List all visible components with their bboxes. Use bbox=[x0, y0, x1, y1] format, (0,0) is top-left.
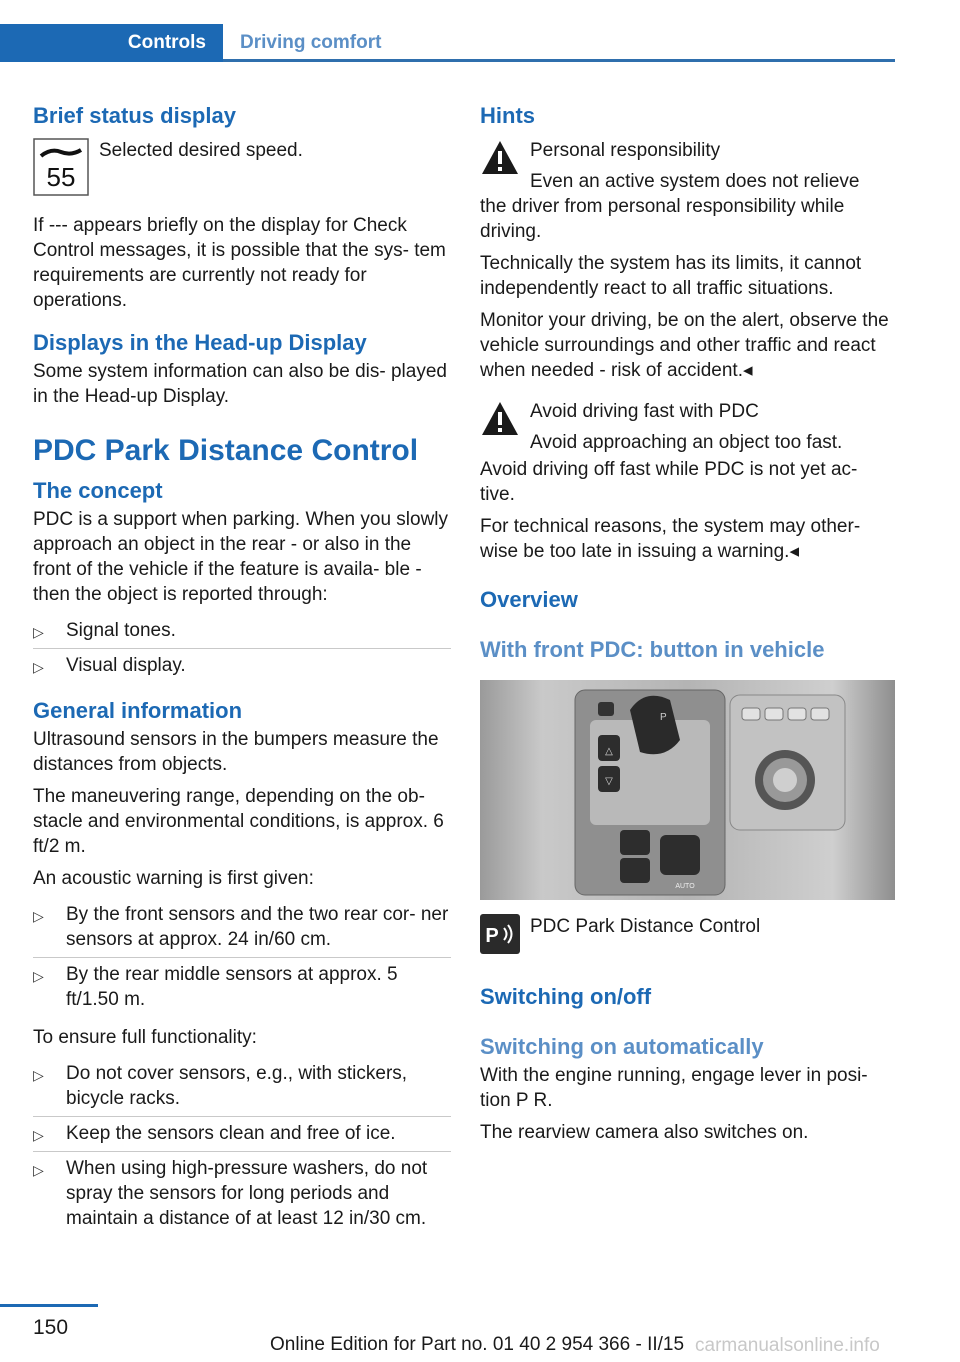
overview-heading: Overview bbox=[480, 587, 578, 612]
general-heading: General information bbox=[33, 698, 243, 723]
list-item: ▷ By the front sensors and the two rear cor‐ ner sensors at approx. 24 in/60 cm. bbox=[33, 898, 451, 958]
hints-paragraph-3: Monitor your driving, be on the alert, observe the vehicle surroundings and other traffic and react when needed - risk of accident.◂ bbox=[480, 310, 889, 381]
triangle-bullet-icon: ▷ bbox=[33, 1127, 44, 1143]
speed-display-icon bbox=[33, 138, 89, 203]
hints-paragraph-4: Avoid driving off fast while PDC is not yet ac‐ tive. bbox=[480, 459, 858, 505]
list-item: ▷ When using high-pressure washers, do not spray the sensors for long periods and maintain a distance of at least 12 in/30 cm. bbox=[33, 1158, 428, 1229]
photo-label-p: P bbox=[660, 712, 667, 723]
warning-row-2 bbox=[480, 399, 895, 455]
list-item: ▷ Keep the sensors clean and free of ice. bbox=[33, 1117, 451, 1152]
general-paragraph-1: Ultrasound sensors in the bumpers measure the distances from objects. bbox=[33, 729, 439, 775]
list-item: ▷ Do not cover sensors, e.g., with stickers, bicycle racks. bbox=[33, 1057, 451, 1117]
warning-line-1: Even an active system does not relieve bbox=[530, 171, 860, 192]
triangle-bullet-icon: ▷ bbox=[33, 1162, 44, 1178]
auto-heading: Switching on automatically bbox=[480, 1034, 764, 1059]
auto-paragraph-2: The rearview camera also switches on. bbox=[480, 1122, 809, 1143]
warning-list bbox=[33, 898, 451, 1017]
watermark: carmanualsonline.info bbox=[695, 1335, 880, 1356]
function-paragraph: To ensure full functionality: bbox=[33, 1027, 257, 1048]
triangle-bullet-icon: ▷ bbox=[33, 624, 44, 640]
pdc-heading: PDC Park Distance Control bbox=[33, 434, 419, 467]
warning-row-1 bbox=[480, 138, 895, 194]
page-number: 150 bbox=[33, 1316, 69, 1339]
list-item: ▷ Visual display. bbox=[33, 649, 451, 683]
list-item: ▷ Signal tones. bbox=[33, 614, 451, 649]
svg-text:△: △ bbox=[605, 746, 613, 757]
pdc-icon-caption: PDC Park Distance Control bbox=[530, 916, 761, 937]
footer-rule bbox=[0, 1304, 98, 1307]
brief-status-heading: Brief status display bbox=[33, 103, 236, 128]
list-item: ▷ By the rear middle sensors at approx. 5 ft/1.50 m. bbox=[33, 964, 398, 1010]
hud-paragraph: Some system information can also be dis‐ played in the Head-up Display. bbox=[33, 361, 447, 407]
hints-paragraph-2: Technically the system has its limits, it cannot independently react to all traffic situations. bbox=[480, 253, 862, 299]
tab-driving-comfort[interactable]: Driving comfort bbox=[240, 32, 382, 53]
hints-paragraph-5: For technical reasons, the system may other‐ wise be too late in issuing a warning.◂ bbox=[480, 516, 861, 562]
brief-status-row bbox=[33, 138, 451, 203]
general-paragraph-3: An acoustic warning is first given: bbox=[33, 868, 314, 889]
edition-text: Online Edition for Part no. 01 40 2 954 366 - II/15 bbox=[270, 1334, 685, 1355]
photo-label-auto: AUTO bbox=[675, 883, 695, 890]
concept-heading: The concept bbox=[33, 478, 163, 503]
svg-text:P: P bbox=[485, 925, 499, 947]
function-list bbox=[33, 1057, 451, 1236]
warning-triangle-icon bbox=[480, 138, 520, 194]
hud-heading: Displays in the Head-up Display bbox=[33, 330, 367, 355]
speed-value: 55 bbox=[46, 162, 76, 192]
concept-paragraph: PDC is a support when parking. When you slowly approach an object in the rear - or also in the front of the vehicle if the feature is availa‐ ble - then the object is reported through: bbox=[33, 509, 449, 605]
hints-heading: Hints bbox=[480, 103, 535, 128]
warning-line-2: Avoid approaching an object too fast. bbox=[530, 432, 843, 453]
center-console-photo bbox=[480, 680, 895, 900]
warning-triangle-icon bbox=[480, 399, 520, 455]
general-paragraph-2: The maneuvering range, depending on the ob‐ stacle and environmental conditions, is approx. 6 ft/2 m. bbox=[33, 786, 444, 857]
concept-list bbox=[33, 614, 451, 683]
triangle-bullet-icon: ▷ bbox=[33, 908, 44, 924]
tab-controls[interactable]: Controls bbox=[0, 24, 223, 62]
auto-paragraph-1: With the engine running, engage lever in posi‐ tion P R. bbox=[480, 1065, 868, 1111]
front-pdc-heading: With front PDC: button in vehicle bbox=[480, 637, 825, 662]
triangle-bullet-icon: ▷ bbox=[33, 659, 44, 675]
warning-title-2: Avoid driving fast with PDC bbox=[530, 401, 759, 422]
triangle-bullet-icon: ▷ bbox=[33, 1067, 44, 1083]
warning-title-1: Personal responsibility bbox=[530, 140, 721, 161]
brief-status-caption: Selected desired speed. bbox=[99, 140, 303, 161]
right-column bbox=[480, 100, 895, 1152]
left-column bbox=[33, 100, 451, 1244]
pdc-button-icon bbox=[480, 914, 520, 961]
switching-heading: Switching on/off bbox=[480, 984, 652, 1009]
pdc-icon-row bbox=[480, 914, 895, 961]
svg-text:▽: ▽ bbox=[605, 776, 613, 787]
triangle-bullet-icon: ▷ bbox=[33, 968, 44, 984]
hints-paragraph-1: the driver from personal responsibility while driving. bbox=[480, 196, 845, 242]
brief-status-paragraph: If --- appears briefly on the display for Check Control messages, it is possible that the sys‐ tem requirements are currently not ready for operations. bbox=[33, 215, 446, 311]
